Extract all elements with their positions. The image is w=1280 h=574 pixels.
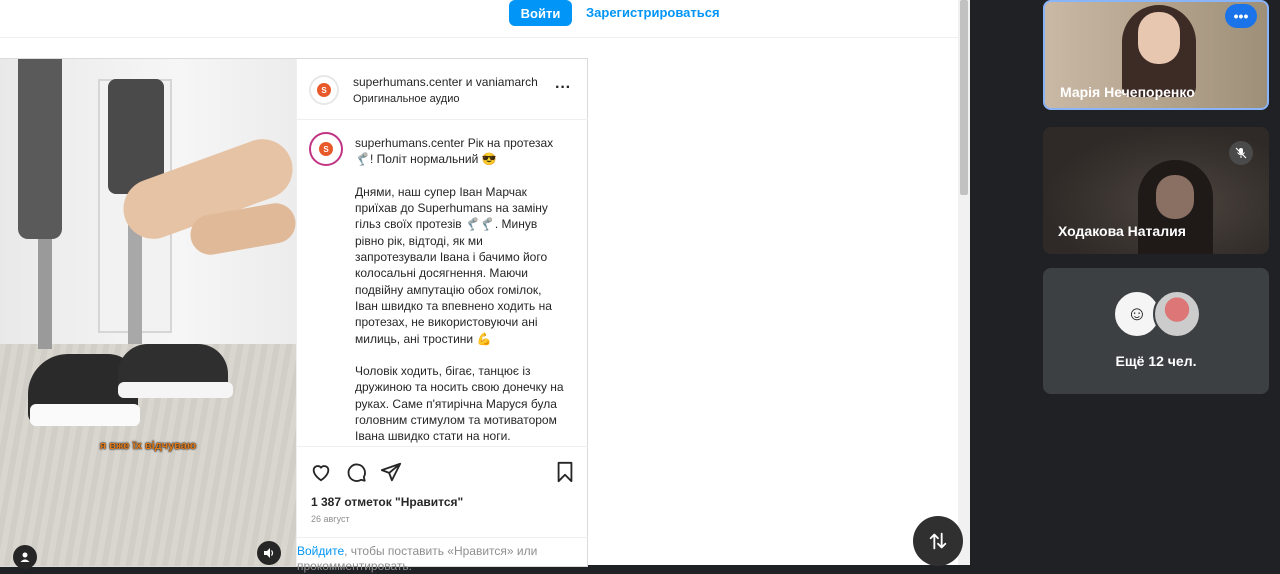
- post-header: [297, 59, 588, 120]
- post-sidebar: [296, 59, 588, 573]
- login-prompt: [297, 537, 588, 574]
- participant-name: Ходакова Наталия: [1058, 223, 1186, 239]
- post-date: 26 август: [311, 514, 350, 524]
- scroll-icon[interactable]: [913, 516, 963, 566]
- participant-tile-2[interactable]: [1043, 127, 1269, 254]
- heart-icon[interactable]: [309, 460, 333, 484]
- participant-avatar: [1153, 290, 1201, 338]
- likes-count[interactable]: 1 387 отметок "Нравится": [311, 495, 464, 509]
- others-tile[interactable]: [1043, 268, 1269, 394]
- post-authors[interactable]: superhumans.center и vaniamarch: [353, 75, 538, 89]
- share-icon[interactable]: [379, 460, 403, 484]
- caption-user[interactable]: superhumans.center: [355, 136, 465, 150]
- post-audio[interactable]: Оригинальное аудио: [353, 93, 460, 105]
- user-icon[interactable]: [13, 545, 37, 569]
- more-icon[interactable]: ···: [555, 79, 571, 96]
- instagram-post: [0, 58, 588, 573]
- login-prompt-text: , чтобы поставить «Нравится» или прокомментировать.: [297, 544, 538, 573]
- mic-off-icon: [1229, 141, 1253, 165]
- post-video[interactable]: [0, 59, 296, 566]
- more-options-icon[interactable]: •••: [1225, 4, 1257, 28]
- bookmark-icon[interactable]: [553, 460, 577, 484]
- instagram-top-bar: [0, 0, 958, 38]
- participant-face-2: [1156, 175, 1194, 219]
- participant-name: Марія Нечепоренко: [1060, 84, 1195, 100]
- sneaker-sole-left: [30, 404, 140, 426]
- author-avatar[interactable]: S: [309, 75, 339, 105]
- video-subtitle: я вже їх відчуваю: [99, 440, 197, 452]
- participant-tile-1[interactable]: [1043, 0, 1269, 110]
- signup-link[interactable]: Зарегистрироваться: [586, 5, 720, 20]
- post-actions: [297, 446, 588, 573]
- prosthetic-leg-left: [18, 59, 62, 239]
- login-button[interactable]: Войти: [509, 0, 572, 26]
- sneaker-sole-right: [118, 382, 233, 398]
- login-prompt-link[interactable]: Войдите: [297, 544, 345, 558]
- caption-body: Рік на протезах 🦿! Політ нормальний 😎 Днями, наш супер Іван Марчак приїхав до Superhumans на заміну гільз своїх протезів 🦿🦿. Минув рівно рік, відтоді, як ми запротезували Івана і бачимо його колосальні досягнення. Маючи подвійну ампутацію обох гомілок, Іван швидко та впевнено ходить на протезах, не використовуючи ані милиць, ані тростини 💪 Чоловік ходить, бігає, танцює із дружиною та носить свою донечку на руках. Саме п'ятирічна Маруся була головним стимулом та мотиватором Івана швидко стати на ноги.: [355, 136, 564, 444]
- scrollbar-thumb[interactable]: [960, 0, 968, 195]
- post-caption: [297, 120, 588, 446]
- caption-avatar[interactable]: S: [309, 132, 343, 166]
- prosthetic-pylon-left: [38, 239, 52, 349]
- participant-avatar: ☺: [1113, 290, 1161, 338]
- sound-icon[interactable]: [257, 541, 281, 565]
- others-count: Ещё 12 чел.: [1115, 353, 1197, 369]
- participant-face-1: [1138, 12, 1180, 64]
- caption-text: [355, 135, 565, 445]
- page-scrollbar[interactable]: [958, 0, 970, 565]
- comment-icon[interactable]: [344, 460, 368, 484]
